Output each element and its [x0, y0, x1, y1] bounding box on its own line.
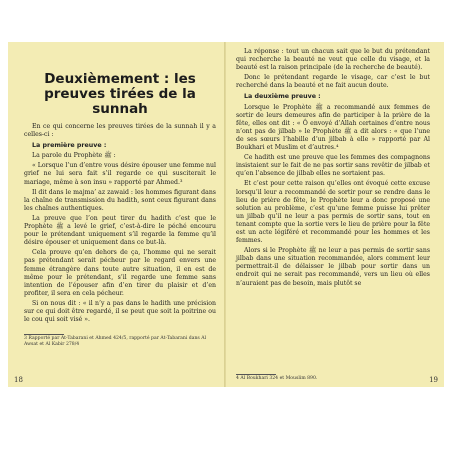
paragraph: La parole du Prophète ﷺ : — [32, 152, 116, 160]
left-page-text — [24, 48, 216, 326]
left-page — [8, 42, 226, 387]
paragraph: La réponse : tout un chacun sait que le but du prétendant qui recherche la beauté ne veut que celle du visage, et la beauté est la raison principale (de la recherche de beauté). — [236, 48, 430, 72]
paragraph: Cela prouve qu’en dehors de ça, l’homme qui ne serait pas prétendant serait pécheur par le regard envers une femme étrangère dans toute autre situation, il en est de même pour le prétendant, s’il regarde une femme sans intention de l’épouser afin d’en tirer du plaisir et d’en profiter, il sera en cela pécheur. — [24, 249, 216, 297]
section-heading: La deuxième preuve : — [244, 93, 321, 101]
page-number: 18 — [14, 376, 23, 384]
paragraph: Et c’est pour cette raison qu’elles ont évoqué cette excuse lorsqu’il leur a recommandé de sortir pour se rendre dans le lieu de prière de fête, le Prophète leur a donc proposé une solution au problème, c’est qu’une femme puisse lui prêter un jilbab qu’il ne leur a pas permis de sortir sans, tout en tenant compte que la sortie vers le lieu de prière pour la fête est un acte légiféré et recommandé pour les hommes et les femmes. — [236, 180, 430, 245]
paragraph: Ce hadith est une preuve que les femmes des compagnons insistaient sur le fait de ne pas sortir sans revêtir de jilbab et qu’en l’absence de jilbab elles ne sortaient pas. — [236, 154, 430, 178]
right-page — [226, 42, 444, 387]
paragraph: En ce qui concerne les preuves tirées de la sunnah il y a celles-ci : — [24, 123, 216, 139]
footnote-rule — [24, 334, 64, 335]
page-number: 19 — [429, 376, 438, 384]
footnote: 4 Al Boukhari 324 et Mouslim 890. — [236, 376, 318, 381]
paragraph: Si on nous dit : « il n’y a pas dans le hadith une précision sur ce qui doit être regardé, il se peut que soit la poitrine ou le cou qui soit visé ». — [24, 299, 216, 324]
paragraph: Lorsque le Prophète ﷺ a recommandé aux femmes de sortir de leurs demeures afin de participer à la prière de la fête, elles ont dit : « Ô envoyé d’Allah certaines d’entre nous n’ont pas de jilbab » le Prophète ﷺ a dit alors : « que l’une de ses sœurs l’habille d’un jilbab à elle » rapporté par Al Boukhari et Muslim et d’autres.⁴ — [236, 103, 430, 152]
page-title: Deuxièmement : les preuves tirées de la sunnah — [44, 71, 196, 117]
footnote-rule — [236, 374, 276, 375]
footnote: 3 Rapporté par At-Tabarani et Ahmed 424/5, rapporté par At-Tabarani dans Al Awsat et Al Kabir 278/4 — [24, 336, 207, 347]
paragraph: La preuve que l’on peut tirer du hadith c’est que le Prophète ﷺ a levé le grief, c’est-à-dire le péché encouru pour le prétendant uniquement s’il regarde la femme qu’il désire épouser et uniquement dans ce but-là. — [24, 214, 216, 247]
right-page-text — [236, 48, 430, 290]
paragraph: « Lorsque l’un d’entre vous désire épouser une femme nul grief ne lui sera fait s’il regarde ce qui susciterait le mariage, même à son insu » rapporté par Ahmed.³ — [24, 162, 216, 186]
paragraph: Alors si le Prophète ﷺ ne leur a pas permis de sortir sans jilbab dans une situation recommandée, alors comment leur permettrait-il de délaisser le jilbab pour sortir dans un endroit qui ne serait pas recommandé, vers un lieu où elles n’auraient pas de besoin, mais plutôt se — [236, 247, 430, 287]
section-heading: La première preuve : — [32, 142, 107, 150]
paragraph: Il dit dans le majma’ az zawaid : les hommes figurant dans la chaîne de transmission du hadith, sont ceux figurant dans les chaînes authentiques. — [24, 188, 216, 212]
paragraph: Donc le prétendant regarde le visage, car c’est le but recherché dans la beauté et ne fait aucun doute. — [236, 74, 430, 90]
